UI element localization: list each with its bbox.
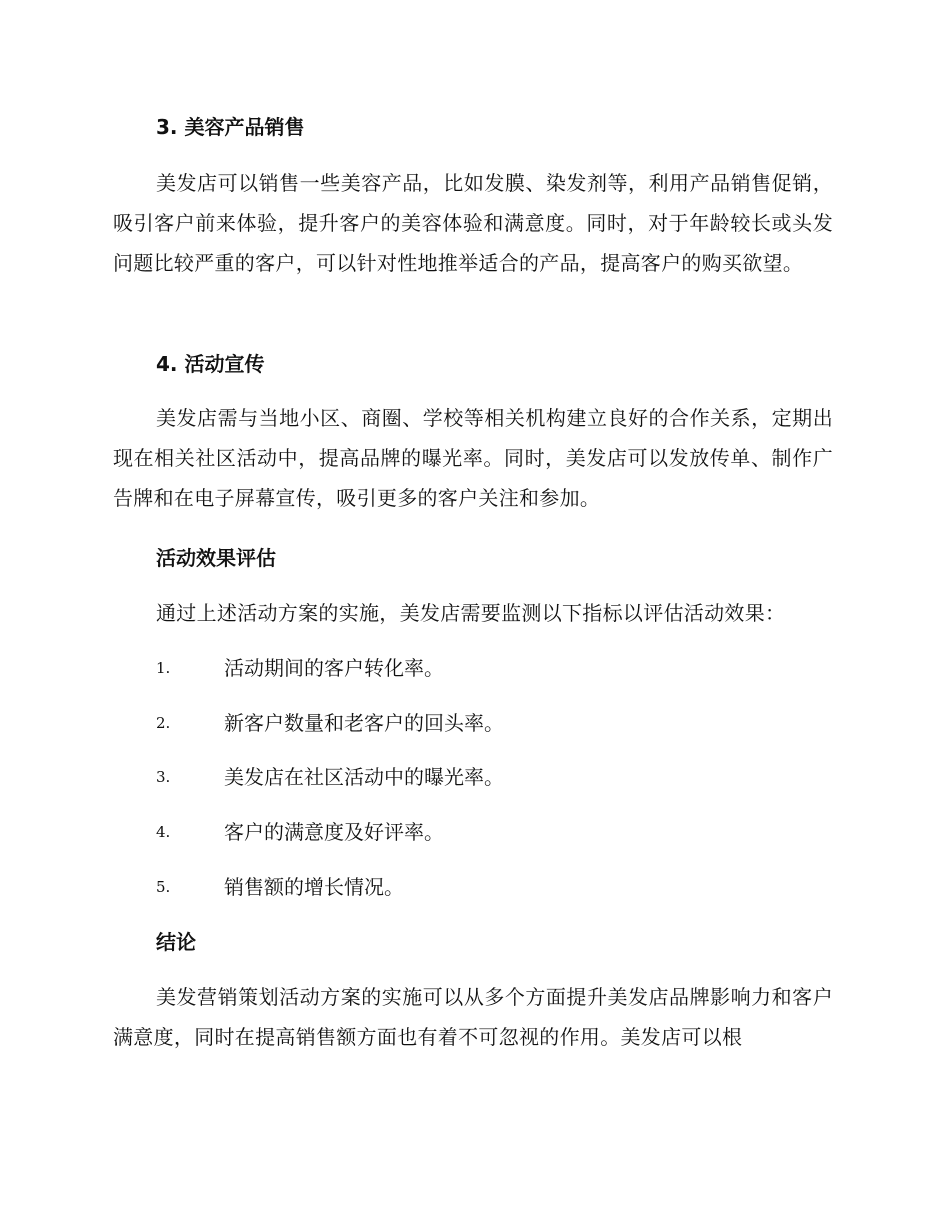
section-heading-evaluation: 活动效果评估 [156, 546, 276, 570]
section-heading-promotion: 4. 活动宣传 [156, 352, 265, 376]
list-item-number: 4. [156, 823, 171, 841]
list-item-text: 客户的满意度及好评率。 [224, 820, 444, 844]
section-heading-beauty-products: 3. 美容产品销售 [156, 115, 305, 139]
paragraph-conclusion: 美发营销策划活动方案的实施可以从多个方面提升美发店品牌影响力和客户满意度，同时在提高销售额方面也有着不可忽视的作用。美发店可以根 [113, 985, 833, 1049]
list-item-number: 3. [156, 768, 171, 786]
list-item-text: 活动期间的客户转化率。 [224, 656, 444, 680]
list-item-number: 1. [156, 659, 171, 677]
paragraph-promotion: 美发店需与当地小区、商圈、学校等相关机构建立良好的合作关系，定期出现在相关社区活动中，提高品牌的曝光率。同时，美发店可以发放传单、制作广告牌和在电子屏幕宣传，吸引更多的客户关注和参加。 [113, 406, 833, 510]
list-item-number: 5. [156, 878, 171, 896]
list-item-text: 新客户数量和老客户的回头率。 [224, 711, 504, 735]
paragraph-evaluation-intro: 通过上述活动方案的实施，美发店需要监测以下指标以评估活动效果： [156, 601, 786, 625]
paragraph-beauty-products: 美发店可以销售一些美容产品，比如发膜、染发剂等，利用产品销售促销，吸引客户前来体验，提升客户的美容体验和满意度。同时，对于年龄较长或头发问题比较严重的客户，可以针对性地推举适合的产品，提高客户的购买欲望。 [113, 171, 833, 275]
list-item-text: 美发店在社区活动中的曝光率。 [224, 765, 504, 789]
list-item-text: 销售额的增长情况。 [224, 875, 404, 899]
section-heading-conclusion: 结论 [156, 930, 196, 954]
list-item-number: 2. [156, 714, 171, 732]
